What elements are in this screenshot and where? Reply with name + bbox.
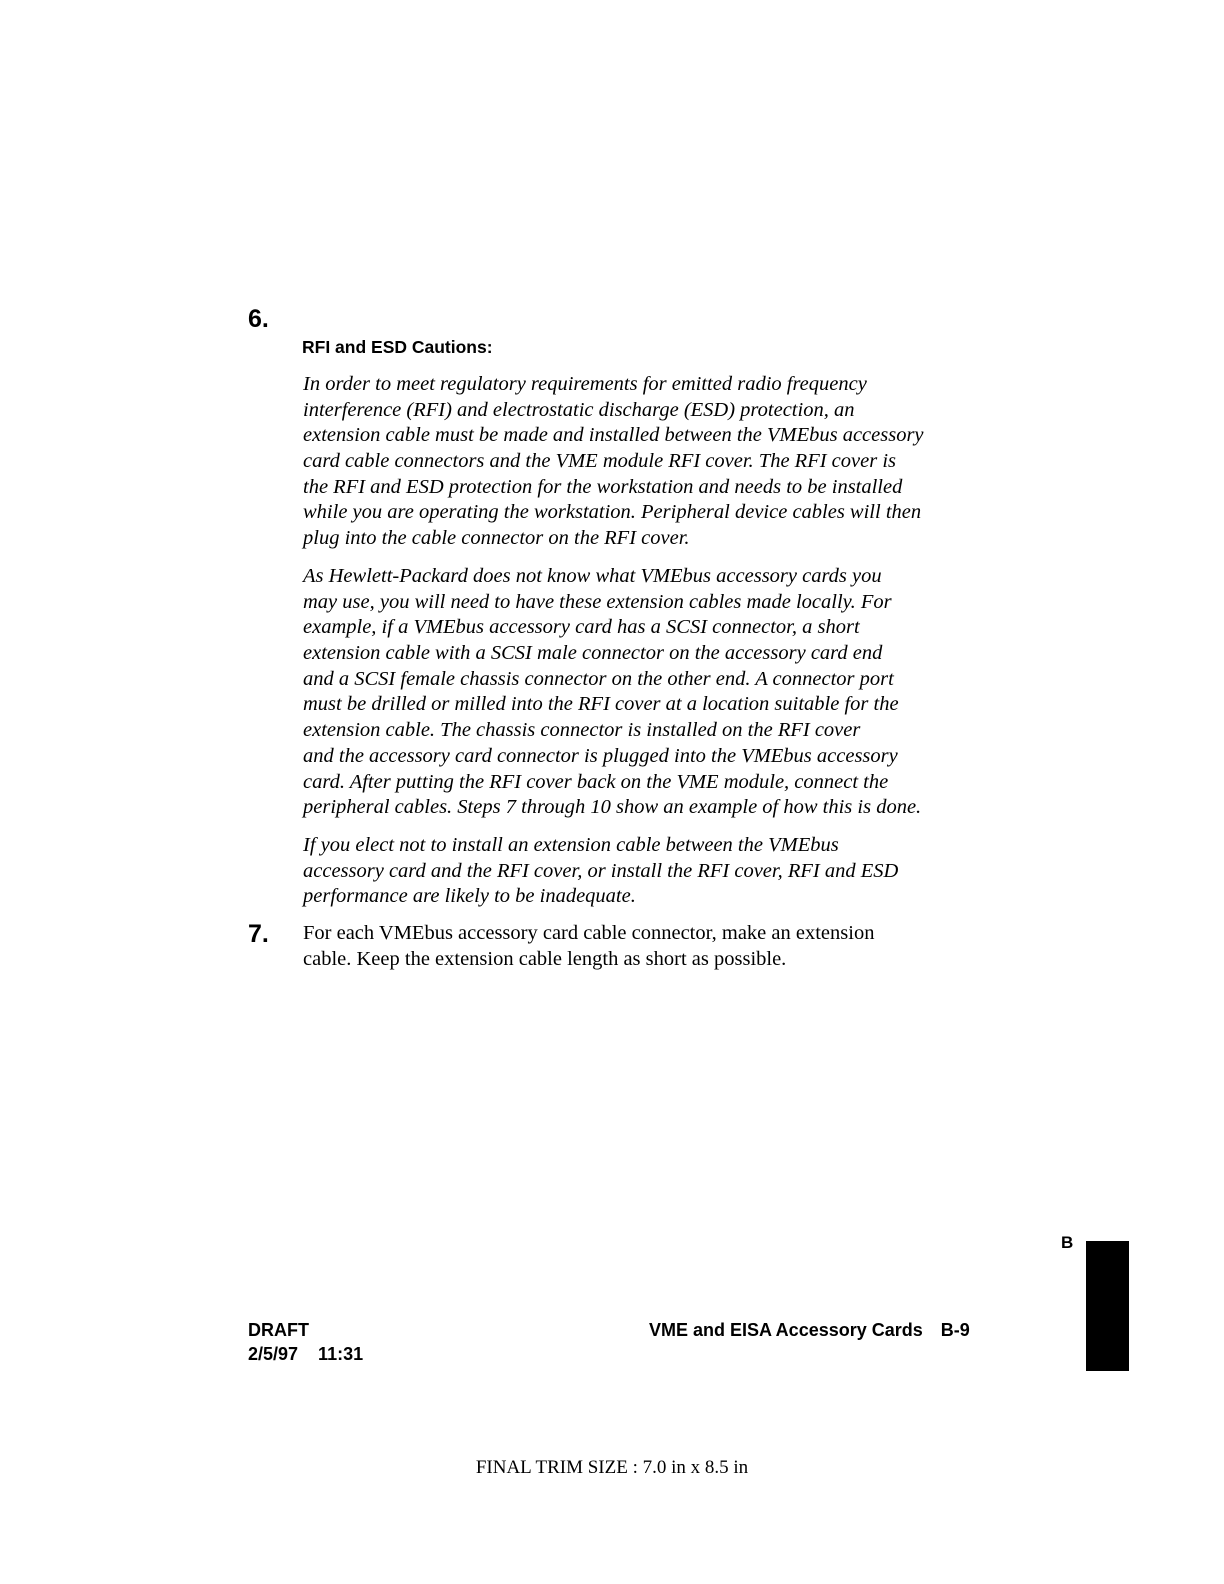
footer-draft-block (248, 1318, 363, 1366)
text-line: extension cable. The chassis connector is installed on the RFI cover (303, 719, 861, 742)
step-7-text (303, 921, 874, 972)
text-line: and a SCSI female chassis connector on the other end. A connector port (303, 667, 894, 690)
caution-paragraph-1 (303, 372, 924, 552)
section-tab-marker (1086, 1241, 1129, 1371)
step-7-number: 7. (248, 920, 269, 948)
text-line: For each VMEbus accessory card cable connector, make an extension (303, 922, 875, 944)
draft-date: 2/5/97 11:31 (248, 1344, 364, 1364)
text-line: As Hewlett-Packard does not know what VMEbus accessory cards you (303, 565, 882, 587)
text-line: extension cable must be made and installed between the VMEbus accessory (303, 424, 924, 447)
text-line: In order to meet regulatory requirements for emitted radio frequency (303, 373, 867, 395)
text-line: while you are operating the workstation. Peripheral device cables will then (303, 501, 922, 524)
text-line: plug into the cable connector on the RFI cover. (303, 527, 690, 550)
text-line: peripheral cables. Steps 7 through 10 show an example of how this is done. (303, 796, 922, 819)
text-line: example, if a VMEbus accessory card has a SCSI connector, a short (303, 616, 860, 639)
text-line: the RFI and ESD protection for the workstation and needs to be installed (303, 475, 903, 498)
draft-label: DRAFT (248, 1320, 309, 1340)
text-line: cable. Keep the extension cable length as short as possible. (303, 947, 787, 970)
page-number: B-9 (940, 1320, 970, 1340)
running-footer (649, 1318, 970, 1342)
text-line: may use, you will need to have these extension cables made locally. For (303, 590, 892, 613)
text-line: must be drilled or milled into the RFI cover at a location suitable for the (303, 693, 899, 716)
text-line: performance are likely to be inadequate. (303, 885, 636, 908)
text-line: card cable connectors and the VME module RFI cover. The RFI cover is (303, 450, 896, 473)
section-tab-letter: B (1061, 1233, 1074, 1252)
text-line: card. After putting the RFI cover back on the VME module, connect the (303, 770, 889, 793)
text-line: interference (RFI) and electrostatic discharge (ESD) protection, an (303, 398, 855, 421)
trim-size-note: FINAL TRIM SIZE : 7.0 in x 8.5 in (475, 1457, 749, 1478)
step-6-number: 6. (248, 305, 269, 333)
caution-paragraph-3 (303, 833, 898, 910)
text-line: extension cable with a SCSI male connector on the accessory card end (303, 642, 883, 665)
text-line: accessory card and the RFI cover, or install the RFI cover, RFI and ESD (303, 859, 899, 882)
section-title: VME and EISA Accessory Cards (649, 1320, 923, 1340)
text-line: and the accessory card connector is plugged into the VMEbus accessory (303, 744, 898, 767)
text-line: If you elect not to install an extension cable between the VMEbus (303, 834, 839, 856)
caution-heading: RFI and ESD Cautions: (302, 337, 493, 357)
caution-paragraph-2 (303, 564, 921, 821)
